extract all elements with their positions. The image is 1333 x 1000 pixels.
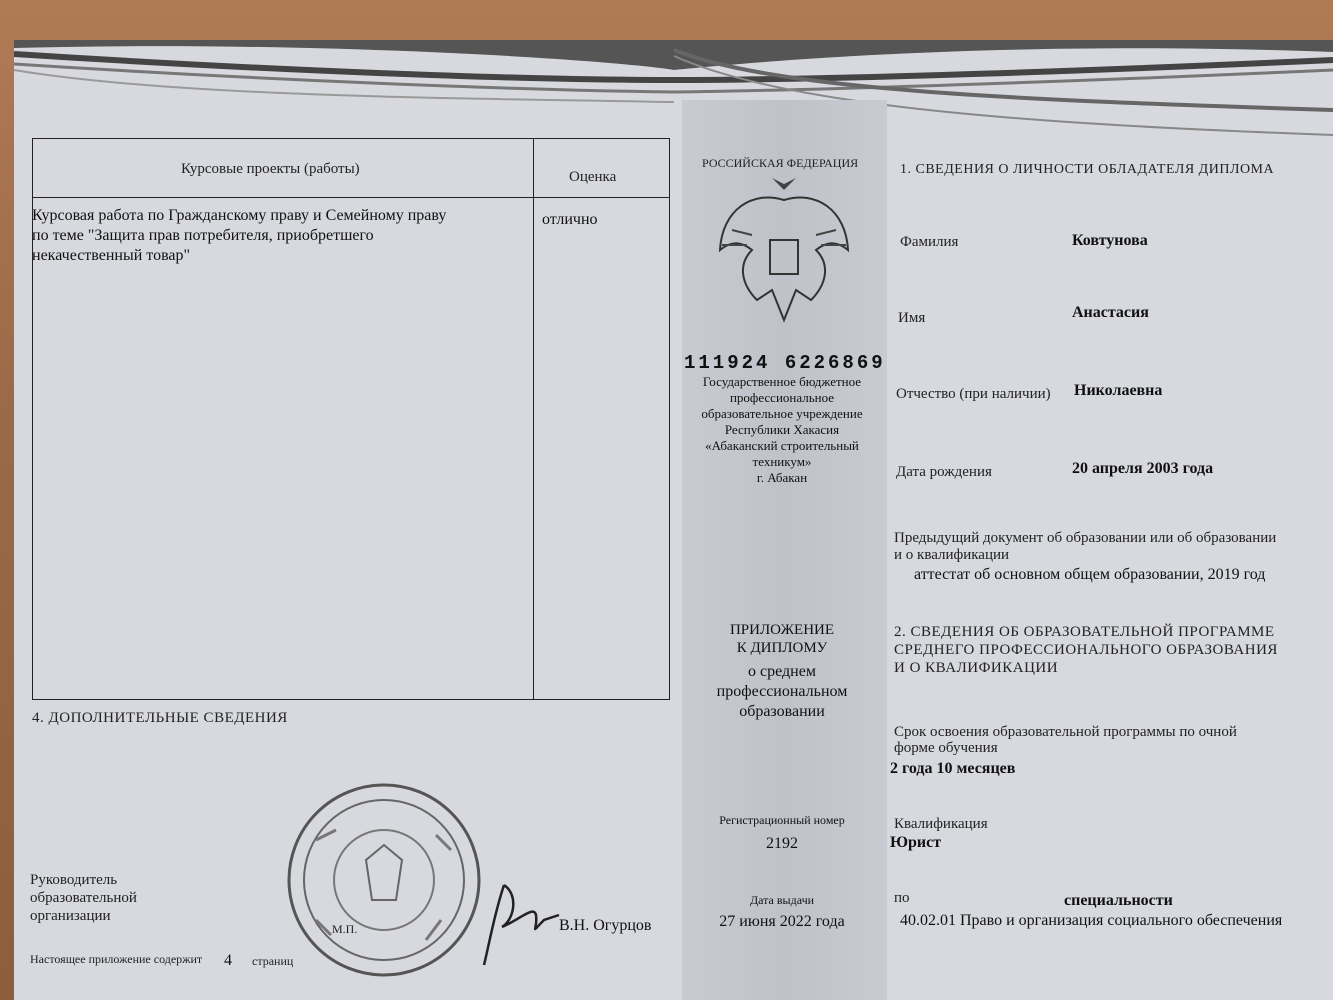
prev-doc-label-line-1: Предыдущий документ об образовании или об образовании: [894, 530, 1277, 546]
specialty-value: 40.02.01 Право и организация социального обеспечения: [900, 912, 1283, 929]
term-label-line-1: Срок освоения образовательной программы по очной: [894, 724, 1237, 740]
patronymic-value: Николаевна: [1074, 382, 1163, 399]
org-line-3: образовательное учреждение: [701, 406, 863, 421]
appendix-title-line-1: ПРИЛОЖЕНИЕ: [729, 622, 835, 638]
diploma-appendix-sheet: [14, 40, 1333, 1000]
appendix-title-line-5: образовании: [739, 703, 825, 720]
qualification-label: Квалификация: [894, 816, 988, 832]
project-title-line-1: Курсовая работа по Гражданскому праву и Семейному праву: [32, 207, 447, 224]
qualification-value: Юрист: [890, 834, 942, 851]
org-line-1: Государственное бюджетное: [702, 374, 862, 389]
specialty-label: специальности: [1064, 892, 1173, 909]
name-label: Имя: [898, 310, 926, 326]
project-grade: отлично: [542, 211, 598, 228]
birth-date-label: Дата рождения: [896, 464, 992, 480]
signature: [474, 875, 564, 970]
column-header-projects: Курсовые проекты (работы): [181, 161, 360, 177]
pages-note-suffix: страниц: [252, 954, 294, 968]
prev-doc-value: аттестат об основном общем образовании, 2019 год: [914, 566, 1266, 583]
head-label-line-2: образовательной: [30, 890, 137, 906]
section-1-title: 1. СВЕДЕНИЯ О ЛИЧНОСТИ ОБЛАДАТЕЛЯ ДИПЛОМА: [900, 162, 1275, 177]
appendix-title-line-4: профессиональном: [716, 683, 848, 700]
appendix-title-line-3: о среднем: [748, 663, 816, 680]
org-line-7: г. Абакан: [756, 470, 808, 485]
section-2-title-line-1: 2. СВЕДЕНИЯ ОБ ОБРАЗОВАТЕЛЬНОЙ ПРОГРАММЕ: [894, 624, 1275, 640]
issue-date-label: Дата выдачи: [749, 893, 815, 907]
section-2-title-line-3: И О КВАЛИФИКАЦИИ: [894, 660, 1059, 676]
head-label-line-1: Руководитель: [30, 872, 118, 888]
section-4-title: 4. ДОПОЛНИТЕЛЬНЫЕ СВЕДЕНИЯ: [32, 710, 288, 726]
federation-label: РОССИЙСКАЯ ФЕДЕРАЦИЯ: [702, 156, 859, 170]
patronymic-label: Отчество (при наличии): [896, 386, 1051, 402]
column-header-grade: Оценка: [569, 169, 617, 185]
org-line-2: профессиональное: [729, 390, 835, 405]
reg-number-label: Регистрационный номер: [719, 813, 845, 827]
birth-date-value: 20 апреля 2003 года: [1072, 460, 1214, 477]
org-line-4: Республики Хакасия: [724, 422, 840, 437]
appendix-title-line-2: К ДИПЛОМУ: [736, 640, 828, 656]
specialty-prefix: по: [894, 890, 910, 906]
table-column-divider: [533, 139, 534, 699]
project-title-line-2: по теме "Защита прав потребителя, приобретшего: [32, 227, 374, 244]
reg-number: 2192: [766, 835, 798, 852]
project-title-line-3: некачественный товар": [32, 247, 191, 264]
coat-of-arms-icon: [712, 170, 857, 330]
pages-note-prefix: Настоящее приложение содержит: [30, 952, 203, 966]
surname-value: Ковтунова: [1072, 232, 1148, 249]
pages-count: 4: [224, 952, 232, 969]
term-value: 2 года 10 месяцев: [890, 760, 1016, 777]
table-header-divider: [33, 197, 669, 198]
head-name: В.Н. Огурцов: [559, 917, 652, 934]
guilloche-band: [14, 40, 1333, 150]
org-line-5: «Абаканский строительный: [705, 438, 859, 453]
term-label-line-2: форме обучения: [894, 740, 998, 756]
surname-label: Фамилия: [900, 234, 959, 250]
stamp-place-mark: М.П.: [332, 922, 358, 936]
round-seal-stamp: [276, 780, 491, 980]
head-label-line-3: организации: [30, 908, 111, 924]
prev-doc-label-line-2: и о квалификации: [894, 547, 1010, 563]
name-value: Анастасия: [1072, 304, 1149, 321]
diploma-serial-number: 111924 6226869: [684, 352, 886, 374]
section-2-title-line-2: СРЕДНЕГО ПРОФЕССИОНАЛЬНОГО ОБРАЗОВАНИЯ: [894, 642, 1278, 658]
org-line-6: техникум»: [752, 454, 812, 469]
issue-date: 27 июня 2022 года: [719, 913, 845, 930]
